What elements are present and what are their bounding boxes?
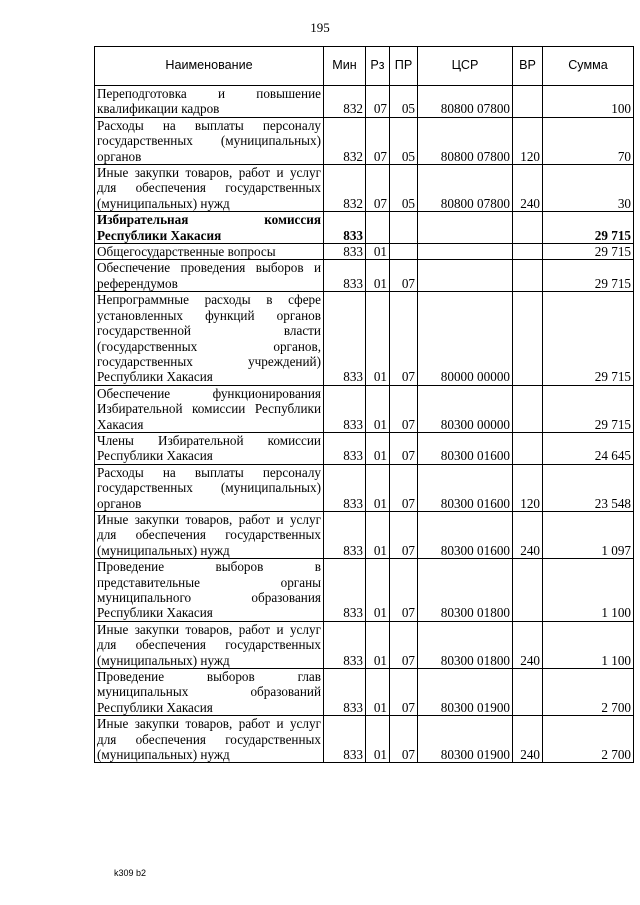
row-sum: 29 715	[543, 385, 634, 432]
table-row	[95, 559, 634, 622]
row-min: 833	[324, 432, 366, 464]
row-rz	[366, 212, 390, 244]
table-row	[95, 292, 634, 385]
row-min: 833	[324, 464, 366, 511]
row-sum: 29 715	[543, 292, 634, 385]
row-csr: 80300 01900	[418, 716, 513, 763]
row-vr: 240	[513, 716, 543, 763]
row-csr: 80300 01600	[418, 432, 513, 464]
row-csr	[418, 244, 513, 260]
row-pr: 07	[390, 669, 418, 716]
row-name: Избирательная комиссия Республики Хакасия	[95, 212, 324, 244]
table-row	[95, 86, 634, 118]
table-row	[95, 244, 634, 260]
row-name: Обеспечение проведения выборов и референдумов	[95, 260, 324, 292]
table-row	[95, 117, 634, 164]
row-rz: 01	[366, 511, 390, 558]
row-sum: 23 548	[543, 464, 634, 511]
row-vr	[513, 212, 543, 244]
row-rz: 01	[366, 559, 390, 622]
row-min: 833	[324, 621, 366, 668]
row-csr	[418, 260, 513, 292]
row-vr	[513, 559, 543, 622]
row-sum: 2 700	[543, 716, 634, 763]
row-csr: 80800 07800	[418, 86, 513, 118]
header-min: Мин	[324, 47, 366, 86]
row-rz: 07	[366, 165, 390, 212]
row-vr	[513, 260, 543, 292]
table-row	[95, 432, 634, 464]
row-min: 832	[324, 165, 366, 212]
row-min: 832	[324, 117, 366, 164]
table-row	[95, 716, 634, 763]
row-min: 833	[324, 212, 366, 244]
row-min: 833	[324, 511, 366, 558]
row-name: Проведение выборов в представительные органы муниципального образования Республики Хакасия	[95, 559, 324, 622]
row-rz: 01	[366, 716, 390, 763]
row-name: Иные закупки товаров, работ и услуг для обеспечения государственных (муниципальных) нужд	[95, 511, 324, 558]
row-rz: 07	[366, 86, 390, 118]
row-min: 833	[324, 716, 366, 763]
row-name: Обеспечение функционирования Избирательной комиссии Республики Хакасия	[95, 385, 324, 432]
row-vr	[513, 432, 543, 464]
row-rz: 01	[366, 432, 390, 464]
row-min: 833	[324, 669, 366, 716]
row-pr: 05	[390, 117, 418, 164]
row-name: Переподготовка и повышение квалификации кадров	[95, 86, 324, 118]
row-min: 833	[324, 260, 366, 292]
row-pr: 07	[390, 621, 418, 668]
row-sum: 30	[543, 165, 634, 212]
row-sum: 2 700	[543, 669, 634, 716]
row-csr: 80300 01800	[418, 559, 513, 622]
row-vr: 240	[513, 165, 543, 212]
row-csr: 80300 01600	[418, 511, 513, 558]
row-pr: 07	[390, 292, 418, 385]
row-sum: 100	[543, 86, 634, 118]
row-sum: 1 100	[543, 621, 634, 668]
row-sum: 29 715	[543, 244, 634, 260]
row-rz: 07	[366, 117, 390, 164]
row-pr: 05	[390, 165, 418, 212]
row-name: Иные закупки товаров, работ и услуг для обеспечения государственных (муниципальных) нужд	[95, 621, 324, 668]
row-sum: 1 100	[543, 559, 634, 622]
budget-table	[94, 46, 634, 763]
table-row	[95, 621, 634, 668]
row-rz: 01	[366, 292, 390, 385]
header-name: Наименование	[95, 47, 324, 86]
header-csr: ЦСР	[418, 47, 513, 86]
row-csr: 80300 01900	[418, 669, 513, 716]
row-csr: 80000 00000	[418, 292, 513, 385]
row-vr: 120	[513, 464, 543, 511]
row-min: 833	[324, 559, 366, 622]
page-number: 195	[310, 20, 330, 35]
row-name: Иные закупки товаров, работ и услуг для обеспечения государственных (муниципальных) нужд	[95, 716, 324, 763]
row-name: Иные закупки товаров, работ и услуг для обеспечения государственных (муниципальных) нужд	[95, 165, 324, 212]
row-min: 832	[324, 86, 366, 118]
row-vr	[513, 86, 543, 118]
row-name: Проведение выборов глав муниципальных образований Республики Хакасия	[95, 669, 324, 716]
row-vr: 240	[513, 511, 543, 558]
row-min: 833	[324, 292, 366, 385]
row-pr: 05	[390, 86, 418, 118]
row-rz: 01	[366, 464, 390, 511]
row-pr: 07	[390, 716, 418, 763]
table-header-row	[95, 47, 634, 86]
row-sum: 29 715	[543, 260, 634, 292]
table-row	[95, 260, 634, 292]
row-vr	[513, 244, 543, 260]
row-name: Расходы на выплаты персоналу государственных (муниципальных) органов	[95, 464, 324, 511]
row-vr	[513, 385, 543, 432]
row-vr	[513, 292, 543, 385]
table-row	[95, 511, 634, 558]
row-rz: 01	[366, 385, 390, 432]
row-pr: 07	[390, 385, 418, 432]
table-row	[95, 669, 634, 716]
row-pr: 07	[390, 464, 418, 511]
row-sum: 1 097	[543, 511, 634, 558]
row-vr: 240	[513, 621, 543, 668]
row-pr: 07	[390, 432, 418, 464]
row-pr: 07	[390, 260, 418, 292]
row-pr: 07	[390, 511, 418, 558]
footer-code: k309 b2	[114, 868, 147, 878]
row-csr: 80300 01600	[418, 464, 513, 511]
row-min: 833	[324, 244, 366, 260]
row-name: Непрограммные расходы в сфере установленных функций органов государственной власти (государственных органов, государственных учреждений) Республики Хакасия	[95, 292, 324, 385]
header-pr: ПР	[390, 47, 418, 86]
header-sum: Сумма	[543, 47, 634, 86]
row-sum: 29 715	[543, 212, 634, 244]
row-min: 833	[324, 385, 366, 432]
table-row	[95, 212, 634, 244]
row-name: Общегосударственные вопросы	[95, 244, 324, 260]
row-name: Члены Избирательной комиссии Республики Хакасия	[95, 432, 324, 464]
header-rz: Рз	[366, 47, 390, 86]
row-pr: 07	[390, 559, 418, 622]
row-rz: 01	[366, 244, 390, 260]
row-csr: 80800 07800	[418, 117, 513, 164]
row-rz: 01	[366, 669, 390, 716]
row-vr: 120	[513, 117, 543, 164]
row-pr	[390, 244, 418, 260]
row-pr	[390, 212, 418, 244]
table-row	[95, 165, 634, 212]
row-csr: 80300 01800	[418, 621, 513, 668]
row-name: Расходы на выплаты персоналу государственных (муниципальных) органов	[95, 117, 324, 164]
row-sum: 70	[543, 117, 634, 164]
table-row	[95, 385, 634, 432]
row-sum: 24 645	[543, 432, 634, 464]
row-rz: 01	[366, 260, 390, 292]
table-row	[95, 464, 634, 511]
header-vr: ВР	[513, 47, 543, 86]
row-csr	[418, 212, 513, 244]
row-csr: 80300 00000	[418, 385, 513, 432]
row-vr	[513, 669, 543, 716]
row-csr: 80800 07800	[418, 165, 513, 212]
row-rz: 01	[366, 621, 390, 668]
